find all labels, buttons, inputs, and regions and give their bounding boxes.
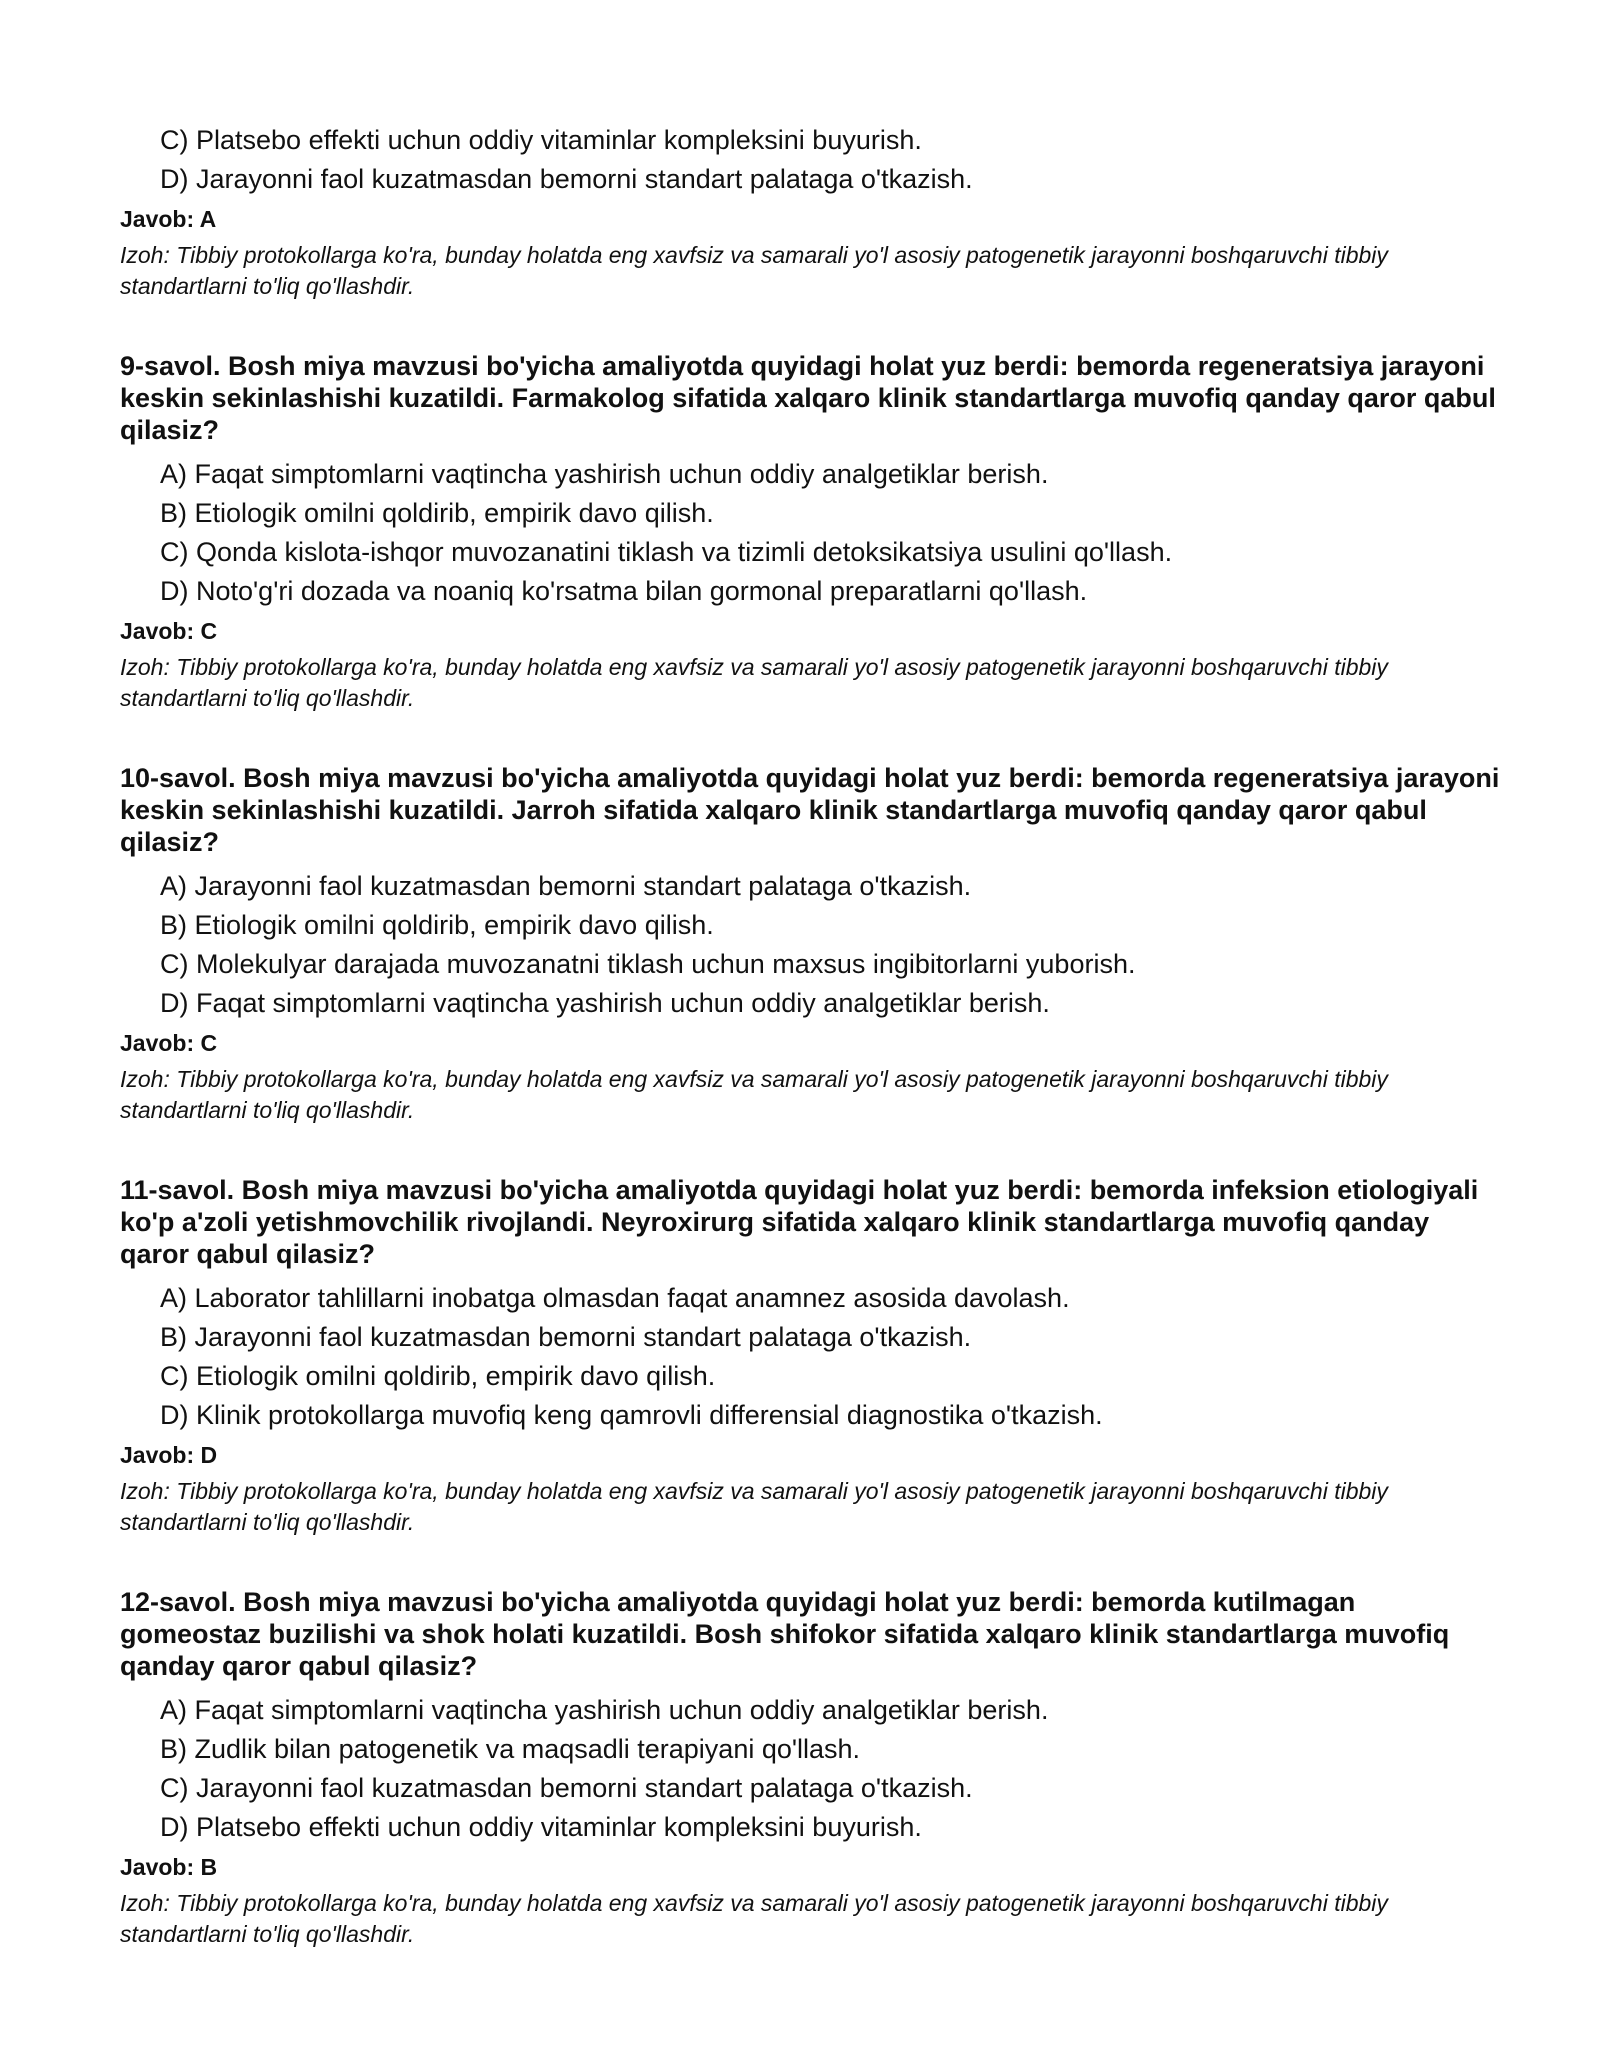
option-d: D) Noto'g'ri dozada va noaniq ko'rsatma bilan gormonal preparatlarni qo'llash. bbox=[160, 576, 1088, 606]
option-d: D) Jarayonni faol kuzatmasdan bemorni standart palataga o'tkazish. bbox=[160, 164, 973, 194]
question-text: 9-savol. Bosh miya mavzusi bo'yicha amaliyotda quyidagi holat yuz berdi: bemorda regeneratsiya jarayoni keskin sekinlashishi kuzatildi. Farmakolog sifatida xalqaro klinik standartlarga muvofiq qanday qaror qabul qilasiz? bbox=[120, 351, 1496, 445]
explanation-note: Izoh: Tibbiy protokollarga ko'ra, bunday holatda eng xavfsiz va samarali yo'l asosiy patogenetik jarayonni boshqaruvchi tibbiy standartlarni to'liq qo'llashdir. bbox=[120, 1066, 1388, 1123]
option-d: D) Faqat simptomlarni vaqtincha yashirish uchun oddiy analgetiklar berish. bbox=[160, 988, 1050, 1018]
option-c: C) Jarayonni faol kuzatmasdan bemorni standart palataga o'tkazish. bbox=[160, 1773, 973, 1803]
option-a: A) Laborator tahlillarni inobatga olmasdan faqat anamnez asosida davolash. bbox=[160, 1283, 1070, 1313]
answer-label: Javob: C bbox=[120, 1030, 218, 1056]
option-a: A) Jarayonni faol kuzatmasdan bemorni standart palataga o'tkazish. bbox=[160, 871, 972, 901]
question-11 bbox=[120, 1174, 1500, 1538]
answer-label: Javob: D bbox=[120, 1442, 218, 1468]
option-a: A) Faqat simptomlarni vaqtincha yashirish uchun oddiy analgetiklar berish. bbox=[160, 1695, 1049, 1725]
option-b: B) Zudlik bilan patogenetik va maqsadli terapiyani qo'llash. bbox=[160, 1734, 861, 1764]
question-text: 10-savol. Bosh miya mavzusi bo'yicha amaliyotda quyidagi holat yuz berdi: bemorda regeneratsiya jarayoni keskin sekinlashishi kuzatildi. Jarroh sifatida xalqaro klinik standartlarga muvofiq qanday qaror qabul qilasiz? bbox=[120, 763, 1500, 857]
option-c: C) Etiologik omilni qoldirib, empirik davo qilish. bbox=[160, 1361, 716, 1391]
answer-label: Javob: A bbox=[120, 206, 217, 232]
explanation-note: Izoh: Tibbiy protokollarga ko'ra, bunday holatda eng xavfsiz va samarali yo'l asosiy patogenetik jarayonni boshqaruvchi tibbiy standartlarni to'liq qo'llashdir. bbox=[120, 242, 1388, 299]
answer-label: Javob: C bbox=[120, 618, 218, 644]
option-b: B) Etiologik omilni qoldirib, empirik davo qilish. bbox=[160, 498, 714, 528]
option-a: A) Faqat simptomlarni vaqtincha yashirish uchun oddiy analgetiklar berish. bbox=[160, 459, 1049, 489]
answer-label: Javob: B bbox=[120, 1854, 218, 1880]
explanation-note: Izoh: Tibbiy protokollarga ko'ra, bunday holatda eng xavfsiz va samarali yo'l asosiy patogenetik jarayonni boshqaruvchi tibbiy standartlarni to'liq qo'llashdir. bbox=[120, 1890, 1388, 1947]
question-block-continued bbox=[120, 121, 1500, 302]
document-page bbox=[120, 121, 1500, 1950]
question-text: 12-savol. Bosh miya mavzusi bo'yicha amaliyotda quyidagi holat yuz berdi: bemorda kutilmagan gomeostaz buzilishi va shok holati kuzatildi. Bosh shifokor sifatida xalqaro klinik standartlarga muvofiq qanday qaror qabul qilasiz? bbox=[120, 1587, 1450, 1681]
option-b: B) Jarayonni faol kuzatmasdan bemorni standart palataga o'tkazish. bbox=[160, 1322, 972, 1352]
explanation-note: Izoh: Tibbiy protokollarga ko'ra, bunday holatda eng xavfsiz va samarali yo'l asosiy patogenetik jarayonni boshqaruvchi tibbiy standartlarni to'liq qo'llashdir. bbox=[120, 654, 1388, 711]
option-d: D) Klinik protokollarga muvofiq keng qamrovli differensial diagnostika o'tkazish. bbox=[160, 1400, 1103, 1430]
option-c: C) Platsebo effekti uchun oddiy vitaminlar kompleksini buyurish. bbox=[160, 125, 922, 155]
question-text: 11-savol. Bosh miya mavzusi bo'yicha amaliyotda quyidagi holat yuz berdi: bemorda infeksion etiologiyali ko'p a'zoli yetishmovchilik rivojlandi. Neyroxirurg sifatida xalqaro klinik standartlarga muvofiq qanday qaror qabul qilasiz? bbox=[120, 1175, 1479, 1269]
option-c: C) Qonda kislota-ishqor muvozanatini tiklash va tizimli detoksikatsiya usulini qo'llash. bbox=[160, 537, 1173, 567]
question-9 bbox=[120, 350, 1500, 714]
option-d: D) Platsebo effekti uchun oddiy vitaminlar kompleksini buyurish. bbox=[160, 1812, 922, 1842]
option-c: C) Molekulyar darajada muvozanatni tiklash uchun maxsus ingibitorlarni yuborish. bbox=[160, 949, 1136, 979]
question-10 bbox=[120, 762, 1500, 1126]
question-12 bbox=[120, 1586, 1500, 1950]
option-b: B) Etiologik omilni qoldirib, empirik davo qilish. bbox=[160, 910, 714, 940]
explanation-note: Izoh: Tibbiy protokollarga ko'ra, bunday holatda eng xavfsiz va samarali yo'l asosiy patogenetik jarayonni boshqaruvchi tibbiy standartlarni to'liq qo'llashdir. bbox=[120, 1478, 1388, 1535]
